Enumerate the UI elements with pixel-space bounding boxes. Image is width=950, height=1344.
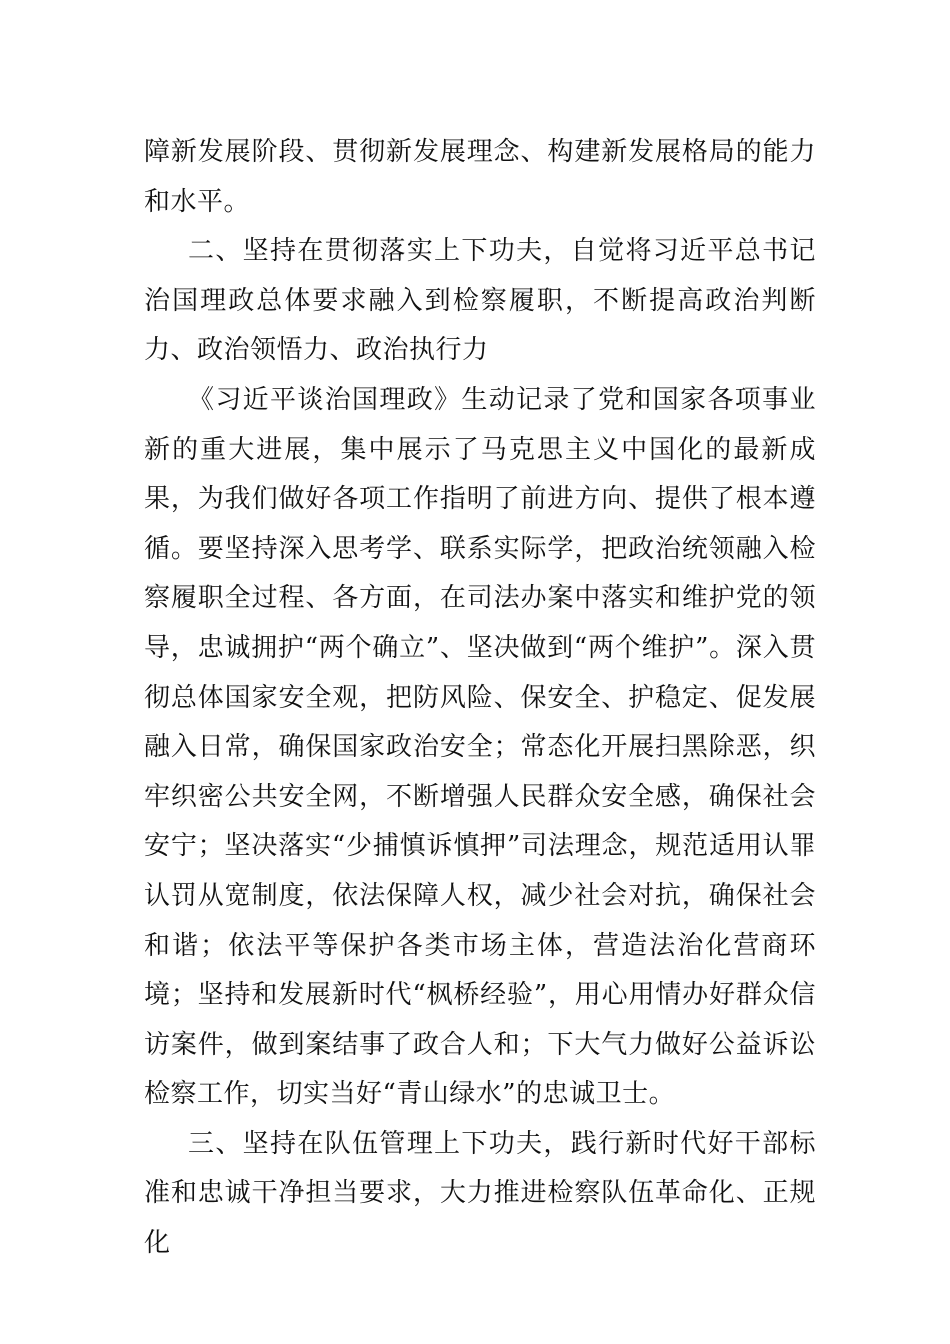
section-heading-two: 二、坚持在贯彻落实上下功夫，自觉将习近平总书记治国理政总体要求融入到检察履职，不断提高政治判断力、政治领悟力、政治执行力 [144, 236, 816, 366]
document-body [144, 128, 816, 1269]
paragraph-body: 《习近平谈治国理政》生动记录了党和国家各项事业新的重大进展，集中展示了马克思主义中国化的最新成果，为我们做好各项工作指明了前进方向、提供了根本遵循。要坚持深入思考学、联系实际学，把政治统领融入检察履职全过程、各方面，在司法办案中落实和维护党的领导，忠诚拥护“两个确立”、坚决做到“两个维护”。深入贯彻总体国家安全观，把防风险、保安全、护稳定、促发展融入日常，确保国家政治安全；常态化开展扫黑除恶，织牢织密公共安全网，不断增强人民群众安全感，确保社会安宁；坚决落实“少捕慎诉慎押”司法理念，规范适用认罪认罚从宽制度，依法保障人权，减少社会对抗，确保社会和谐；依法平等保护各类市场主体，营造法治化营商环境；坚持和发展新时代“枫桥经验”，用心用情办好群众信访案件，做到案结事了政合人和；下大气力做好公益诉讼检察工作，切实当好“青山绿水”的忠诚卫士。 [144, 384, 816, 1110]
paragraph-continuation: 障新发展阶段、贯彻新发展理念、构建新发展格局的能力和水平。 [144, 137, 816, 217]
section-heading-three: 三、坚持在队伍管理上下功夫，践行新时代好干部标准和忠诚干净担当要求，大力推进检察队伍革命化、正规化 [144, 1128, 816, 1259]
